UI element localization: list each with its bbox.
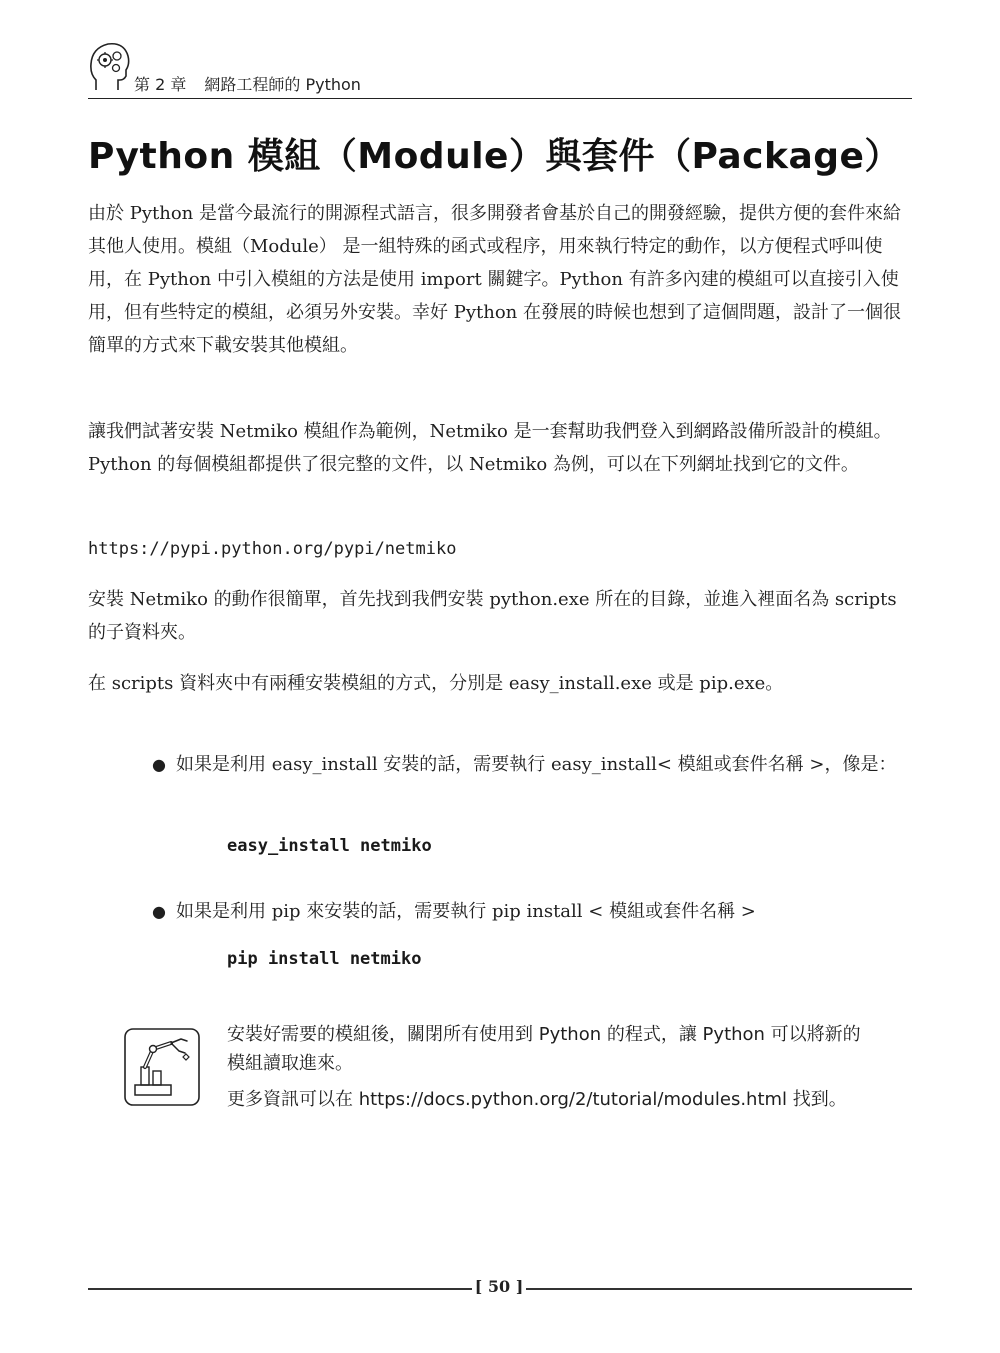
paragraph-install: 安裝 Netmiko 的動作很簡單，首先找到我們安裝 python.exe 所在的目錄，並進入裡面名為 scripts 的子資料夾。 <box>88 589 897 643</box>
paragraph-intro: 由於 Python 是當今最流行的開源程式語言，很多開發者會基於自己的開發經驗，提供方便的套件來給其他人使用。模組（Module） 是一組特殊的函式或程序，用來執行特定的動作，以方便程式呼叫使用，在 Python 中引入模組的方法是使用 import 關鍵字。Python 有許多內建的模組可以直接引入使用，但有些特定的模組，必須另外安裝。幸好 Python 在發展的時候也想到了這個問題，設計了一個很簡單的方式來下載安裝其他模組。 <box>88 203 901 356</box>
docs-url[interactable]: https://pypi.python.org/pypi/netmiko <box>88 539 457 559</box>
bullet-text: 如果是利用 pip 來安裝的話，需要執行 pip install < 模組或套件名稱 > <box>176 901 756 922</box>
robot-arm-icon <box>123 1027 201 1107</box>
page-title: Python 模組（Module）與套件（Package） <box>88 136 901 177</box>
bullet-marker: ● <box>152 755 166 774</box>
list-item <box>152 895 912 928</box>
footer-rule-left <box>88 1288 472 1290</box>
paragraph-netmiko: 讓我們試著安裝 Netmiko 模組作為範例，Netmiko 是一套幫助我們登入到網路設備所設計的模組。Python 的每個模組都提供了很完整的文件，以 Netmiko 為例，可以在下列網址找到它的文件。 <box>88 421 892 475</box>
chapter-label: 第 2 章 <box>134 75 187 94</box>
bullet-text: 如果是利用 easy_install 安裝的話，需要執行 easy_install< 模組或套件名稱 >，像是： <box>176 754 897 775</box>
page-header <box>88 38 912 99</box>
bullet-marker: ● <box>152 902 166 921</box>
note-text-2: 更多資訊可以在 https://docs.python.org/2/tutorial/modules.html 找到。 <box>227 1089 847 1110</box>
code-easy-install: easy_install netmiko <box>227 836 432 856</box>
footer-rule-right <box>526 1288 912 1290</box>
code-pip-install: pip install netmiko <box>227 949 422 969</box>
note-text-1: 安裝好需要的模組後，關閉所有使用到 Python 的程式，讓 Python 可以將新的模組讀取進來。 <box>227 1024 861 1074</box>
list-item <box>152 748 912 781</box>
page-number: [ 50 ] <box>474 1277 524 1296</box>
head-gears-icon <box>88 40 130 94</box>
section-label: 網路工程師的 Python <box>204 75 361 94</box>
header-text <box>134 72 361 95</box>
paragraph-methods: 在 scripts 資料夾中有兩種安裝模組的方式，分別是 easy_install.exe 或是 pip.exe。 <box>88 673 784 694</box>
